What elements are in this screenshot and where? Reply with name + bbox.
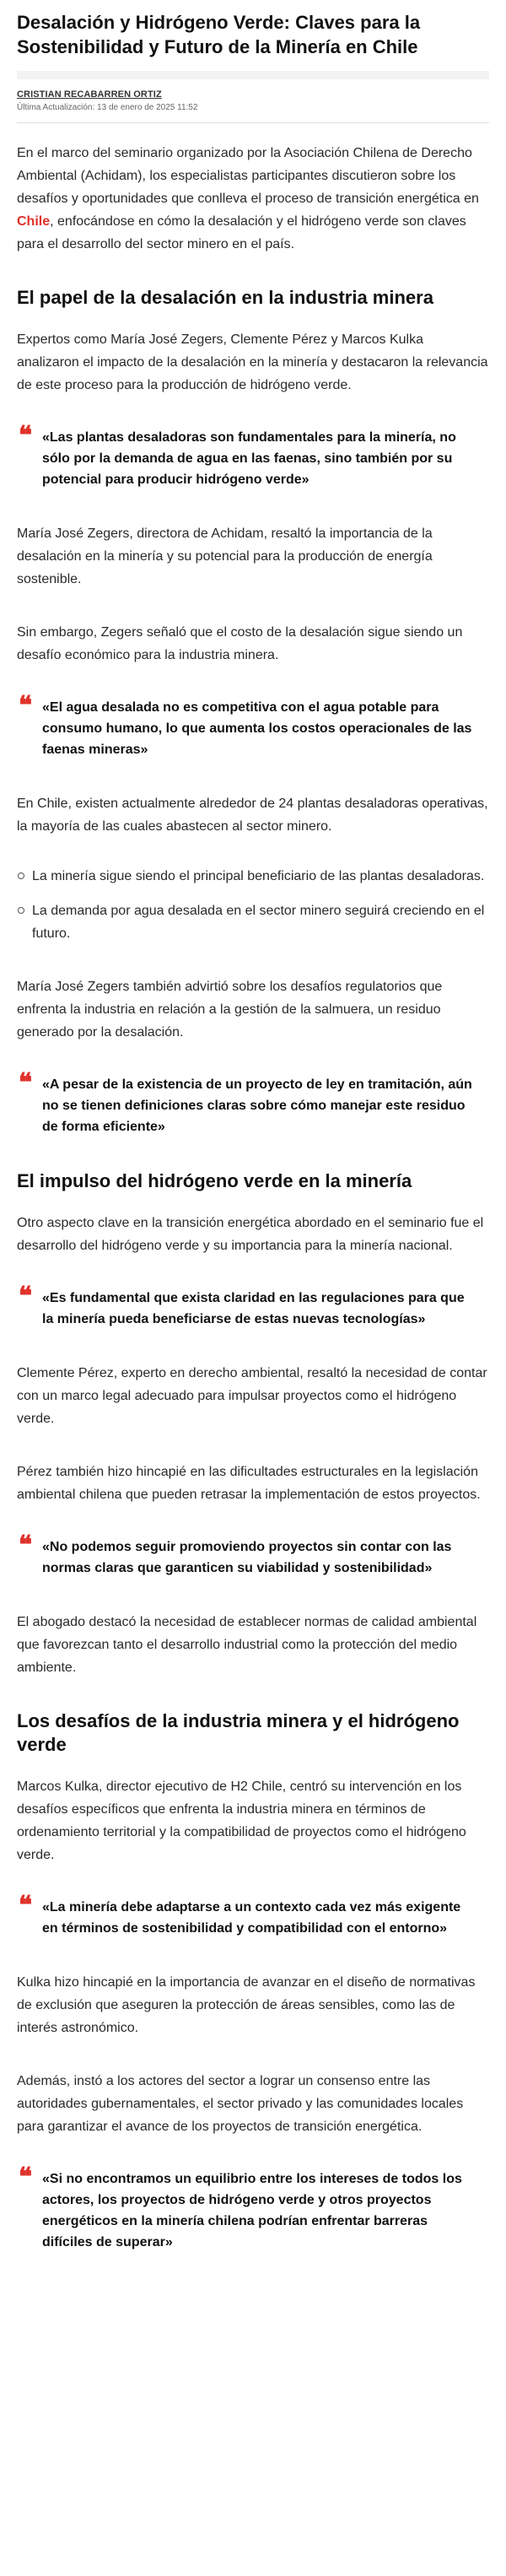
title-divider — [17, 71, 489, 79]
pull-quote — [17, 421, 489, 490]
list-item-text: La minería sigue siendo el principal beneficiario de las plantas desaladoras. — [32, 869, 485, 883]
quote-text: «Las plantas desaladoras son fundamentales para la minería, no sólo por la demanda de agua en las faenas, sino también por su potencial para producir hidrógeno verde» — [42, 430, 456, 487]
quote-text: «A pesar de la existencia de un proyecto de ley en tramitación, aún no se tienen definiciones claras sobre cómo manejar este residuo de forma eficiente» — [42, 1077, 472, 1134]
updated-timestamp: Última Actualización: 13 de enero de 2025 11:52 — [17, 103, 198, 112]
paragraph: Kulka hizo hincapié en la importancia de avanzar en el diseño de normativas de exclusión que aseguren la protección de áreas sensibles, como las de interés astronómico. — [17, 1975, 476, 2035]
bullet-icon — [18, 872, 24, 879]
header-divider — [17, 122, 489, 123]
section-heading-hidrogeno: El impulso del hidrógeno verde en la minería — [17, 1170, 412, 1191]
pull-quote — [17, 691, 489, 760]
paragraph: En Chile, existen actualmente alrededor de 24 plantas desaladoras operativas, la mayoría de las cuales abastecen al sector minero. — [17, 797, 488, 834]
quote-icon: ❝ — [19, 1068, 33, 1098]
paragraph: Otro aspecto clave en la transición energética abordado en el seminario fue el desarrollo del hidrógeno verde y su importancia para la minería nacional. — [17, 1216, 484, 1253]
bullet-icon — [18, 907, 24, 914]
quote-icon: ❝ — [19, 421, 33, 451]
quote-text: «No podemos seguir promoviendo proyectos sin contar con las normas claras que garanticen su viabilidad y sostenibilidad» — [42, 1540, 452, 1575]
pull-quote — [17, 1068, 489, 1137]
paragraph: Expertos como María José Zegers, Clemente Pérez y Marcos Kulka analizaron el impacto de la desalación en la minería y destacaron la relevancia de este proceso para la producción de hidrógeno verde. — [17, 332, 488, 392]
quote-icon: ❝ — [19, 1891, 33, 1920]
quote-icon: ❝ — [19, 691, 33, 721]
paragraph: Además, instó a los actores del sector a lograr un consenso entre las autoridades gubernamentales, el sector privado y las comunidades locales para garantizar el avance de los proyectos de transición energética. — [17, 2074, 464, 2134]
pull-quote — [17, 1891, 489, 1939]
intro-paragraph — [17, 142, 489, 256]
quote-text: «Si no encontramos un equilibrio entre los intereses de todos los actores, los proyectos de hidrógeno verde y otros proyectos energéticos en la minería chilena podrían enfrentar barreras difíciles de superar» — [42, 2172, 462, 2249]
list-item — [17, 899, 489, 945]
quote-text: «El agua desalada no es competitiva con el agua potable para consumo humano, lo que aumenta los costos operacionales de las faenas mineras» — [42, 700, 472, 757]
section-heading-desafios: Los desafíos de la industria minera y el hidrógeno verde — [17, 1710, 460, 1755]
quote-icon: ❝ — [19, 1531, 33, 1560]
list-item — [17, 865, 489, 888]
paragraph: Clemente Pérez, experto en derecho ambiental, resaltó la necesidad de contar con un marco legal adecuado para impulsar proyectos como el hidrógeno verde. — [17, 1366, 487, 1426]
list-item-text: La demanda por agua desalada en el sector minero seguirá creciendo en el futuro. — [32, 904, 485, 941]
article-title: Desalación y Hidrógeno Verde: Claves para la Sostenibilidad y Futuro de la Minería en Chile — [17, 12, 421, 57]
pull-quote — [17, 1282, 489, 1330]
quote-text: «La minería debe adaptarse a un contexto cada vez más exigente en términos de sostenibilidad y compatibilidad con el entorno» — [42, 1900, 461, 1936]
chile-link[interactable]: Chile — [17, 214, 51, 229]
paragraph: El abogado destacó la necesidad de establecer normas de calidad ambiental que favorezcan tanto el desarrollo industrial como la protección del medio ambiente. — [17, 1615, 477, 1675]
paragraph: María José Zegers, directora de Achidam, resaltó la importancia de la desalación en la minería y su potencial para la producción de energía sostenible. — [17, 527, 433, 586]
quote-icon: ❝ — [19, 1282, 33, 1311]
pull-quote — [17, 2163, 489, 2253]
paragraph: Pérez también hizo hincapié en las dificultades estructurales en la legislación ambiental chilena que pueden retrasar la implementación de estos proyectos. — [17, 1465, 481, 1502]
paragraph: Sin embargo, Zegers señaló que el costo de la desalación sigue siendo un desafío económico para la industria minera. — [17, 625, 463, 662]
paragraph: María José Zegers también advirtió sobre los desafíos regulatorios que enfrenta la industria en relación a la gestión de la salmuera, un residuo generado por la desalación. — [17, 980, 443, 1040]
intro-text-after: , enfocándose en cómo la desalación y el hidrógeno verde son claves para el desarrollo del sector minero en el país. — [17, 214, 466, 251]
bullet-list — [17, 865, 489, 945]
quote-icon: ❝ — [19, 2163, 33, 2192]
section-heading-desalacion: El papel de la desalación en la industria minera — [17, 287, 433, 308]
quote-text: «Es fundamental que exista claridad en las regulaciones para que la minería pueda beneficiarse de estas nuevas tecnologías» — [42, 1291, 465, 1326]
author-link[interactable]: CRISTIAN RECABARREN ORTIZ — [17, 89, 162, 100]
pull-quote — [17, 1531, 489, 1579]
intro-text-before: En el marco del seminario organizado por la Asociación Chilena de Derecho Ambiental (Achidam), los especialistas participantes discutieron sobre los desafíos y oportunidades que conlleva el proceso de transición energética en — [17, 146, 479, 206]
paragraph: Marcos Kulka, director ejecutivo de H2 Chile, centró su intervención en los desafíos específicos que enfrenta la industria minera en términos de ordenamiento territorial y la compatibilidad de proyectos como el hidrógeno verde. — [17, 1779, 466, 1862]
